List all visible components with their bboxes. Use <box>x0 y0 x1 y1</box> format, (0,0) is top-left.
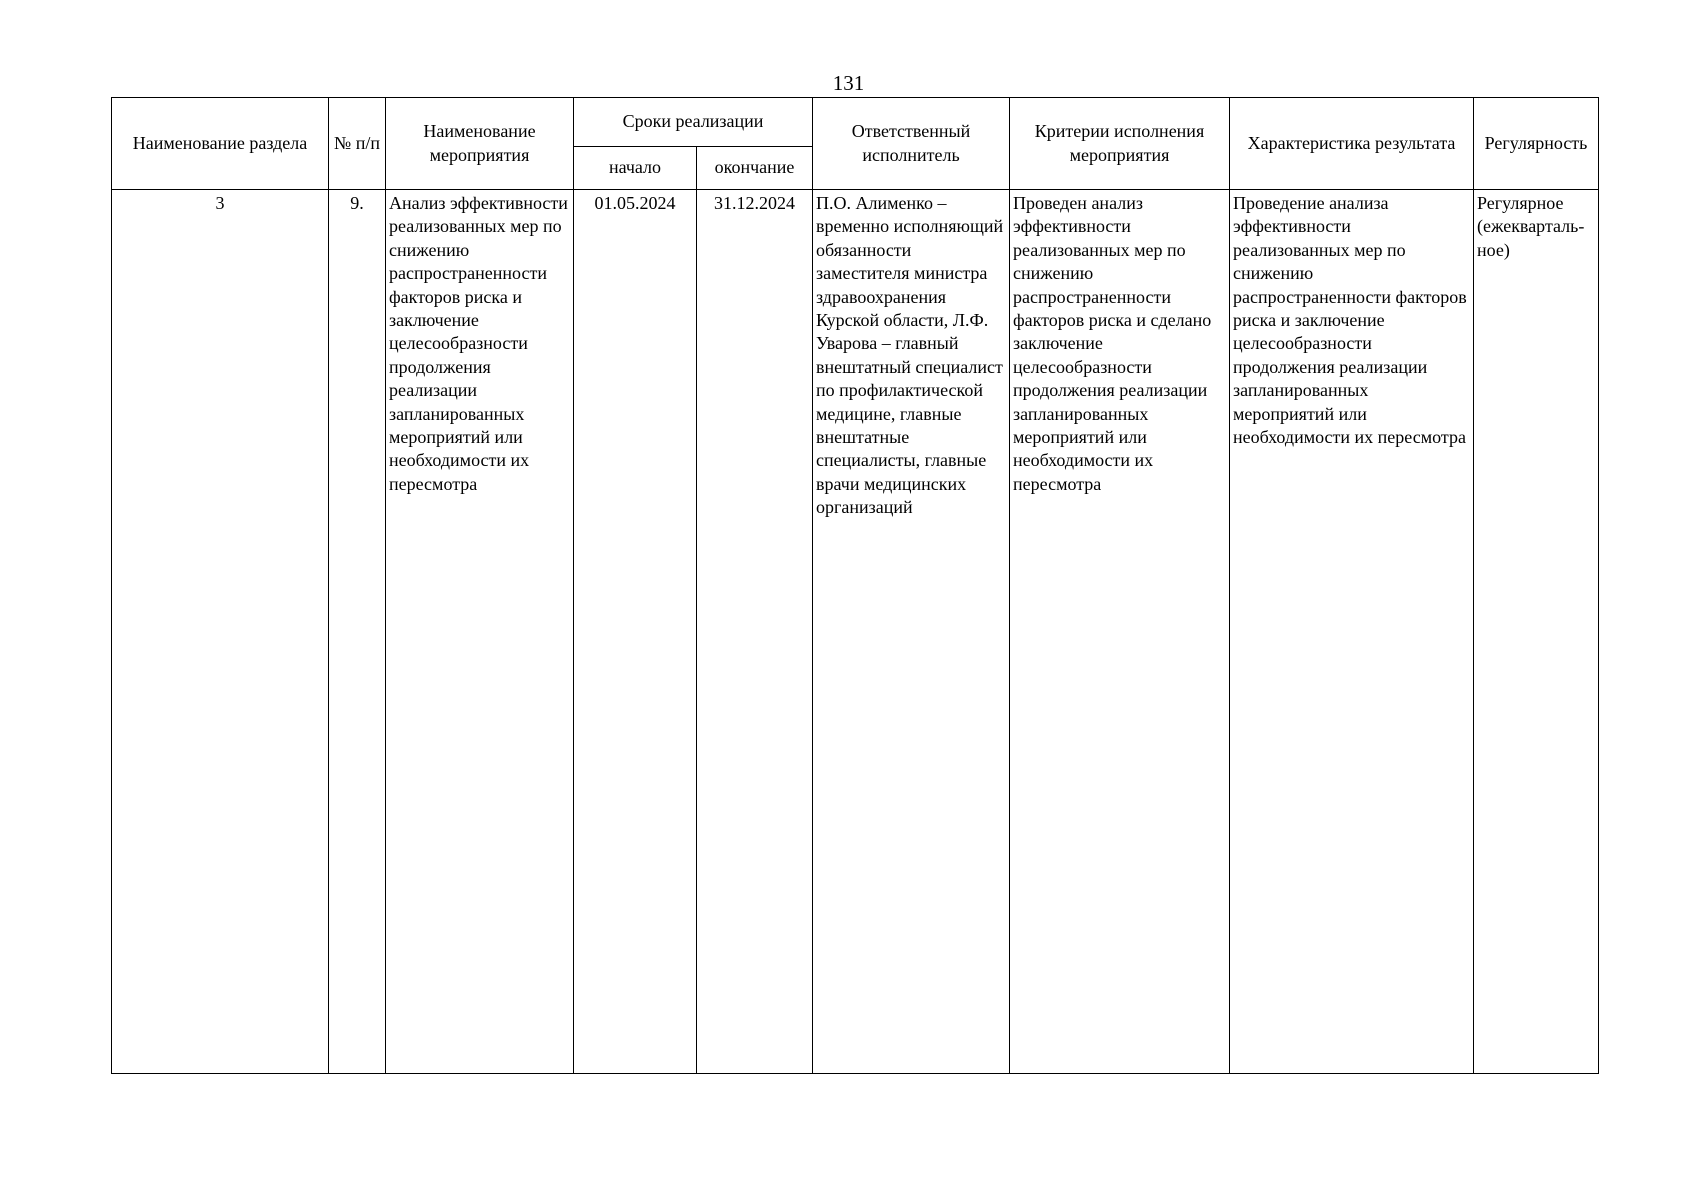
header-regularity: Регулярность <box>1474 98 1599 190</box>
header-end: окончание <box>697 147 813 190</box>
cell-measure: Анализ эффективности реализованных мер по снижению распространенности факторов риска и заключение целесообразности продолжения реализации запланированных мероприятий или необходимости их пересмотра <box>386 190 574 1074</box>
header-result: Характеристика результата <box>1230 98 1474 190</box>
header-terms: Сроки реализации <box>574 98 813 147</box>
header-number: № п/п <box>329 98 386 190</box>
cell-number: 9. <box>329 190 386 1074</box>
table-header <box>112 98 1599 190</box>
header-criteria: Критерии исполнения мероприятия <box>1010 98 1230 190</box>
cell-criteria: Проведен анализ эффективности реализованных мер по снижению распространенности факторов риска и сделано заключение целесообразности продолжения реализации запланированных мероприятий или необходимости их пересмотра <box>1010 190 1230 1074</box>
header-responsible: Ответственный исполнитель <box>813 98 1010 190</box>
cell-regularity: Регулярное (ежекварталь-ное) <box>1474 190 1599 1074</box>
cell-start-date: 01.05.2024 <box>574 190 697 1074</box>
table-row <box>112 190 1599 1074</box>
measures-table <box>111 97 1599 1074</box>
cell-section: 3 <box>112 190 329 1074</box>
header-measure: Наименование мероприятия <box>386 98 574 190</box>
cell-result: Проведение анализа эффективности реализованных мер по снижению распространенности факторов риска и заключение целесообразности продолжения реализации запланированных мероприятий или необходимости их пересмотра <box>1230 190 1474 1074</box>
cell-end-date: 31.12.2024 <box>697 190 813 1074</box>
header-start: начало <box>574 147 697 190</box>
header-section: Наименование раздела <box>112 98 329 190</box>
page-number: 131 <box>832 71 865 95</box>
cell-responsible: П.О. Алименко – временно исполняющий обязанности заместителя министра здравоохранения Курской области, Л.Ф. Уварова – главный внештатный специалист по профилактической медицине, главные внештатные специалисты, главные врачи медицинских организаций <box>813 190 1010 1074</box>
